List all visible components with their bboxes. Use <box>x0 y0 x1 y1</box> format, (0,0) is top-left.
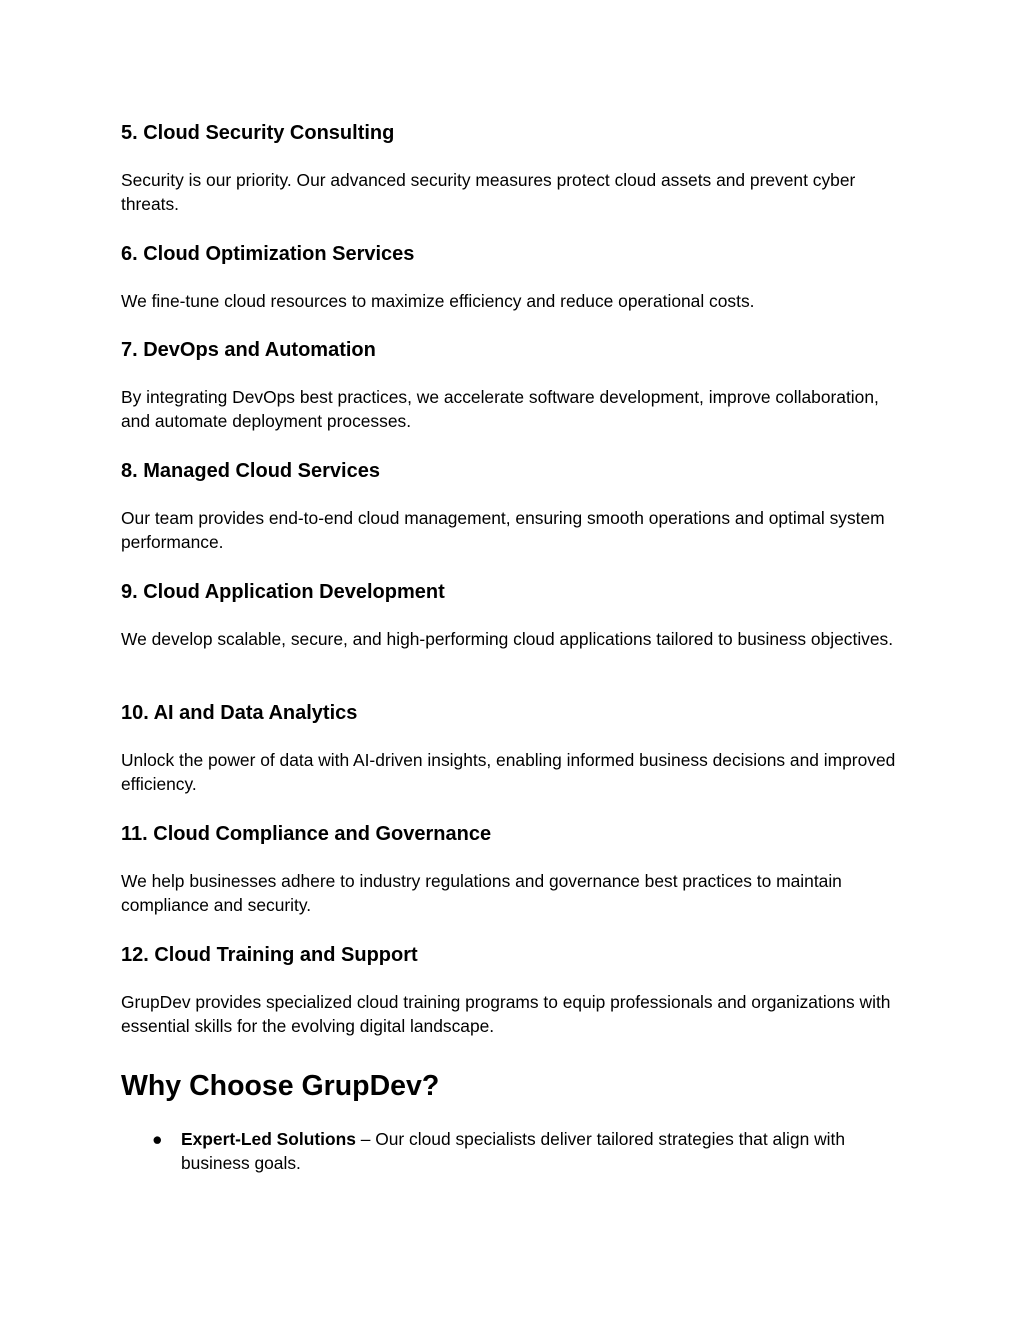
section-cloud-security-consulting <box>121 121 906 215</box>
section-heading: 6. Cloud Optimization Services <box>121 243 415 265</box>
section-cloud-compliance-and-governance <box>121 822 906 916</box>
section-body: Unlock the power of data with AI-driven insights, enabling informed business decisions and improved efficiency. <box>121 750 896 795</box>
section-heading: 12. Cloud Training and Support <box>121 944 418 966</box>
bullet-text: – Our cloud specialists deliver tailored strategies that align with business goals. <box>181 1129 846 1174</box>
section-heading: 8. Managed Cloud Services <box>121 460 380 482</box>
section-body: By integrating DevOps best practices, we accelerate software development, improve collaboration, and automate deployment processes. <box>121 387 879 432</box>
section-ai-and-data-analytics <box>121 701 906 795</box>
section-heading: 7. DevOps and Automation <box>121 339 376 361</box>
section-heading: 11. Cloud Compliance and Governance <box>121 823 492 845</box>
section-body: We develop scalable, secure, and high-performing cloud applications tailored to business objectives. <box>121 629 894 649</box>
section-cloud-optimization-services <box>121 242 906 311</box>
section-body: Our team provides end-to-end cloud management, ensuring smooth operations and optimal system performance. <box>121 508 885 553</box>
why-choose-heading: Why Choose GrupDev? <box>121 1070 440 1102</box>
why-choose-list <box>121 1127 906 1175</box>
section-cloud-application-development <box>121 580 906 649</box>
bullet-term: Expert-Led Solutions <box>181 1129 356 1149</box>
section-heading: 10. AI and Data Analytics <box>121 702 358 724</box>
bullet-icon: ● <box>152 1129 163 1149</box>
list-item <box>121 1127 906 1175</box>
section-cloud-training-and-support <box>121 943 906 1037</box>
section-heading: 9. Cloud Application Development <box>121 581 445 603</box>
section-managed-cloud-services <box>121 459 906 553</box>
section-devops-and-automation <box>121 338 906 432</box>
section-heading: 5. Cloud Security Consulting <box>121 122 395 144</box>
section-body: Security is our priority. Our advanced security measures protect cloud assets and prevent cyber threats. <box>121 170 856 215</box>
section-body: We fine-tune cloud resources to maximize efficiency and reduce operational costs. <box>121 291 755 311</box>
section-body: GrupDev provides specialized cloud training programs to equip professionals and organizations with essential skills for the evolving digital landscape. <box>121 992 891 1037</box>
section-body: We help businesses adhere to industry regulations and governance best practices to maintain compliance and security. <box>121 871 842 916</box>
